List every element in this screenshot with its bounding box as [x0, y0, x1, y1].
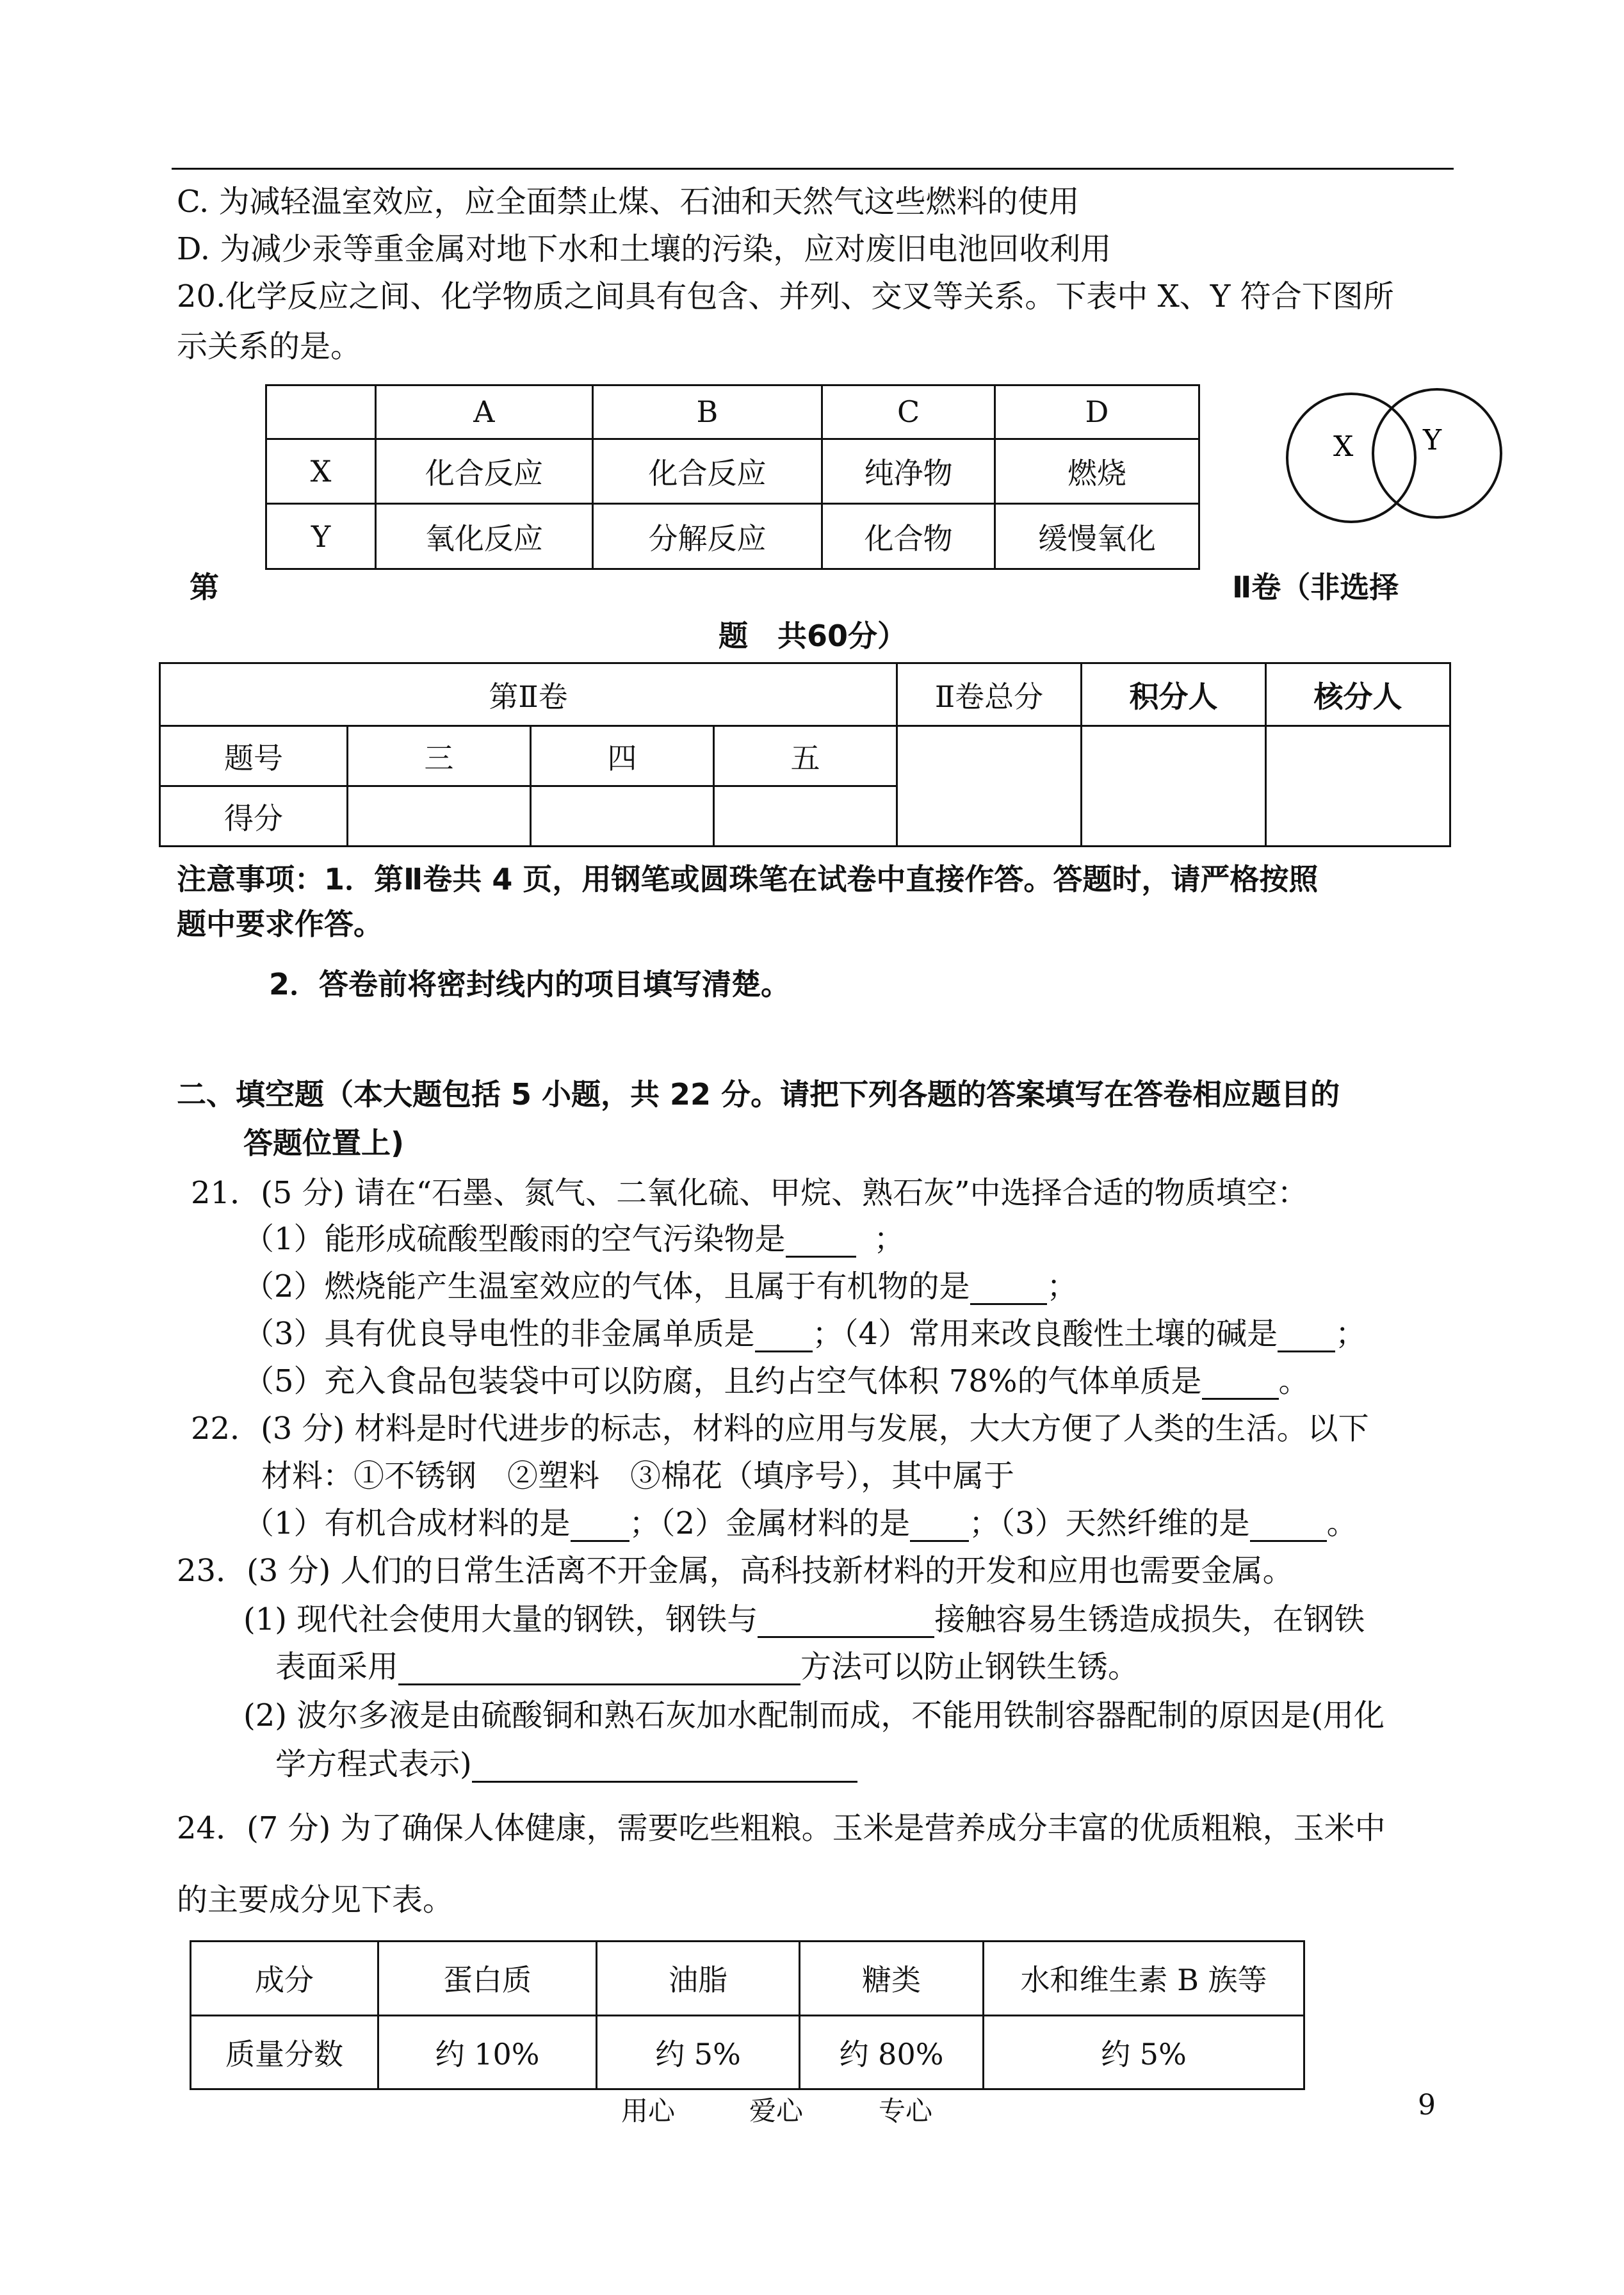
option-d: D. 为减少汞等重金属对地下水和土壤的污染，应对废旧电池回收利用: [177, 231, 1112, 267]
q22-subs: [243, 1505, 1358, 1542]
q21-blank-4[interactable]: [1278, 1322, 1335, 1352]
score-total-label: Ⅱ卷总分: [897, 663, 1081, 726]
q20-header-c: C: [822, 385, 995, 439]
q24-row-label: 质量分数: [191, 2015, 378, 2089]
q20-row-y-label: Y: [266, 504, 376, 569]
q23-sub1: [243, 1601, 1365, 1638]
q21-sub2-end: ；: [1046, 1269, 1078, 1304]
q21-sub5-text: （5）充入食品包装袋中可以防腐，且约占空气体积 78%的气体单质是: [243, 1363, 1202, 1399]
q24-header-fat: 油脂: [597, 1942, 800, 2016]
q21-sub1-text: （1）能形成硫酸型酸雨的空气污染物是: [243, 1221, 786, 1257]
q20-header-empty: [266, 385, 376, 439]
venn-label-y: Y: [1423, 424, 1442, 457]
part2-heading-2: 答题位置上): [243, 1126, 405, 1160]
q24-header-component: 成分: [191, 1942, 378, 2016]
score-cell-3[interactable]: [347, 786, 530, 847]
q21-sub2-text: （2）燃烧能产生温室效应的气体，且属于有机物的是: [243, 1269, 970, 1304]
score-total-cell[interactable]: [897, 726, 1081, 847]
q22-sub3-text: ；（3）天然纤维的是: [969, 1505, 1250, 1541]
score-row-label-score: 得分: [160, 786, 348, 847]
q22-blank-1[interactable]: [571, 1512, 629, 1542]
q24-cell: 约 5%: [984, 2015, 1304, 2089]
part2-heading: 二、填空题（本大题包括 5 小题，共 22 分。请把下列各题的答案填写在答卷相应题目的: [177, 1077, 1340, 1112]
q24-table: [190, 1940, 1305, 2090]
q21-sub1: [243, 1220, 905, 1258]
q20-header-a: A: [376, 385, 593, 439]
header-rule: [172, 168, 1454, 170]
q21-blank-2[interactable]: [970, 1275, 1047, 1305]
checker-label: 核分人: [1265, 663, 1450, 726]
score-table: [159, 662, 1451, 847]
q24-cell: 约 5%: [597, 2015, 800, 2089]
notes-line-2: 题中要求作答。: [177, 907, 383, 941]
q24-stem: 24．(7 分) 为了确保人体健康，需要吃些粗粮。玉米是营养成分丰富的优质粗粮，玉米中: [177, 1810, 1386, 1846]
q21-sub4-text: ；（4）常用来改良酸性土壤的碱是: [812, 1316, 1278, 1352]
q24-header-water-vitamin: 水和维生素 B 族等: [984, 1942, 1304, 2016]
q22-sub1-text: （1）有机合成材料的是: [243, 1505, 571, 1541]
notes-line-1: 注意事项：1．第Ⅱ卷共 4 页，用钢笔或圆珠笔在试卷中直接作答。答题时，请严格按照: [177, 862, 1319, 896]
scorer-label: 积分人: [1081, 663, 1265, 726]
q23-sub1-text-2: 接触容易生锈造成损失，在钢铁: [934, 1602, 1365, 1637]
score-column-4: 四: [530, 726, 713, 786]
option-c: C. 为减轻温室效应，应全面禁止煤、石油和天然气这些燃料的使用: [177, 184, 1080, 220]
q21-blank-5[interactable]: [1202, 1370, 1279, 1400]
scorer-cell[interactable]: [1081, 726, 1265, 847]
q22-sub2-text: ；（2）金属材料的是: [629, 1505, 911, 1541]
notes-line-3: 2．答卷前将密封线内的项目填写清楚。: [269, 967, 791, 1002]
q21-sub5-end: 。: [1278, 1363, 1310, 1399]
q23-sub2b-text: 学方程式表示): [275, 1746, 472, 1782]
q20-cell: 分解反应: [592, 504, 822, 569]
venn-label-x: X: [1333, 430, 1354, 463]
q23-stem: 23．(3 分) 人们的日常生活离不开金属，高科技新材料的开发和应用也需要金属。: [177, 1553, 1294, 1589]
q23-sub1b: [275, 1648, 1139, 1685]
q21-blank-1[interactable]: [786, 1228, 856, 1258]
q20-stem-2: 示关系的是。: [177, 328, 362, 364]
q23-sub1b-text-2: 方法可以防止钢铁生锈。: [800, 1649, 1139, 1685]
q23-blank-1[interactable]: [758, 1608, 934, 1638]
q22-stem-2: 材料：①不锈钢 ②塑料 ③棉花（填序号），其中属于: [261, 1458, 1015, 1494]
q23-sub2: (2) 波尔多液是由硫酸铜和熟石灰加水配制而成，不能用铁制容器配制的原因是(用化: [243, 1698, 1384, 1733]
score-column-3: 三: [347, 726, 530, 786]
checker-cell[interactable]: [1265, 726, 1450, 847]
score-column-5: 五: [713, 726, 897, 786]
venn-diagram: [1274, 384, 1531, 531]
q22-blank-3[interactable]: [1250, 1512, 1327, 1542]
q23-blank-3[interactable]: [472, 1753, 857, 1783]
q20-cell: 缓慢氧化: [995, 504, 1199, 569]
q21-sub3: [243, 1315, 1366, 1352]
page-number: 9: [1418, 2089, 1436, 2121]
q24-header-protein: 蛋白质: [378, 1942, 597, 2016]
footer-right: 专心: [879, 2095, 933, 2127]
q21-sub2: [243, 1268, 1078, 1305]
q21-sub3-text: （3）具有优良导电性的非金属单质是: [243, 1316, 755, 1352]
score-cell-5[interactable]: [713, 786, 897, 847]
q23-blank-2[interactable]: [398, 1655, 800, 1685]
q20-table: [265, 384, 1200, 570]
q20-header-b: B: [592, 385, 822, 439]
footer-mid: 爱心: [749, 2095, 804, 2127]
score-cell-4[interactable]: [530, 786, 713, 847]
q21-blank-3[interactable]: [755, 1322, 813, 1352]
q20-cell: 化合反应: [376, 439, 593, 504]
q20-cell: 化合物: [822, 504, 995, 569]
q20-cell: 氧化反应: [376, 504, 593, 569]
score-row-label-number: 题号: [160, 726, 348, 786]
score-vol-label: 第Ⅱ卷: [160, 663, 897, 726]
q20-stem: 20.化学反应之间、化学物质之间具有包含、并列、交叉等关系。下表中 X、Y 符合下图所: [177, 279, 1394, 314]
q20-cell: 纯净物: [822, 439, 995, 504]
q20-cell: 燃烧: [995, 439, 1199, 504]
q24-stem-2: 的主要成分见下表。: [177, 1882, 454, 1918]
section2-title-right: Ⅱ卷（非选择: [1232, 570, 1399, 604]
footer-left: 用心: [621, 2095, 676, 2127]
q20-row-x-label: X: [266, 439, 376, 504]
q23-sub2b: [275, 1746, 857, 1783]
q23-sub1-text: (1) 现代社会使用大量的钢铁，钢铁与: [243, 1602, 758, 1637]
q22-stem: 22．(3 分) 材料是时代进步的标志，材料的应用与发展，大大方便了人类的生活。以下: [191, 1411, 1369, 1447]
q21-sub1-end: ；: [873, 1221, 905, 1257]
q20-header-d: D: [995, 385, 1199, 439]
q20-cell: 化合反应: [592, 439, 822, 504]
q21-stem: 21．(5 分) 请在“石墨、氮气、二氧化硫、甲烷、熟石灰”中选择合适的物质填空：: [191, 1175, 1308, 1211]
section2-title-line2: 题 共60分）: [719, 619, 907, 653]
q24-cell: 约 80%: [800, 2015, 984, 2089]
section2-title-left: 第: [190, 570, 219, 604]
q21-sub5: [243, 1363, 1310, 1400]
q23-sub1b-text: 表面采用: [275, 1649, 399, 1685]
q22-end: 。: [1326, 1505, 1358, 1541]
q24-cell: 约 10%: [378, 2015, 597, 2089]
q22-blank-2[interactable]: [910, 1512, 969, 1542]
q24-header-sugar: 糖类: [800, 1942, 984, 2016]
q21-sub4-end: ；: [1335, 1316, 1367, 1352]
